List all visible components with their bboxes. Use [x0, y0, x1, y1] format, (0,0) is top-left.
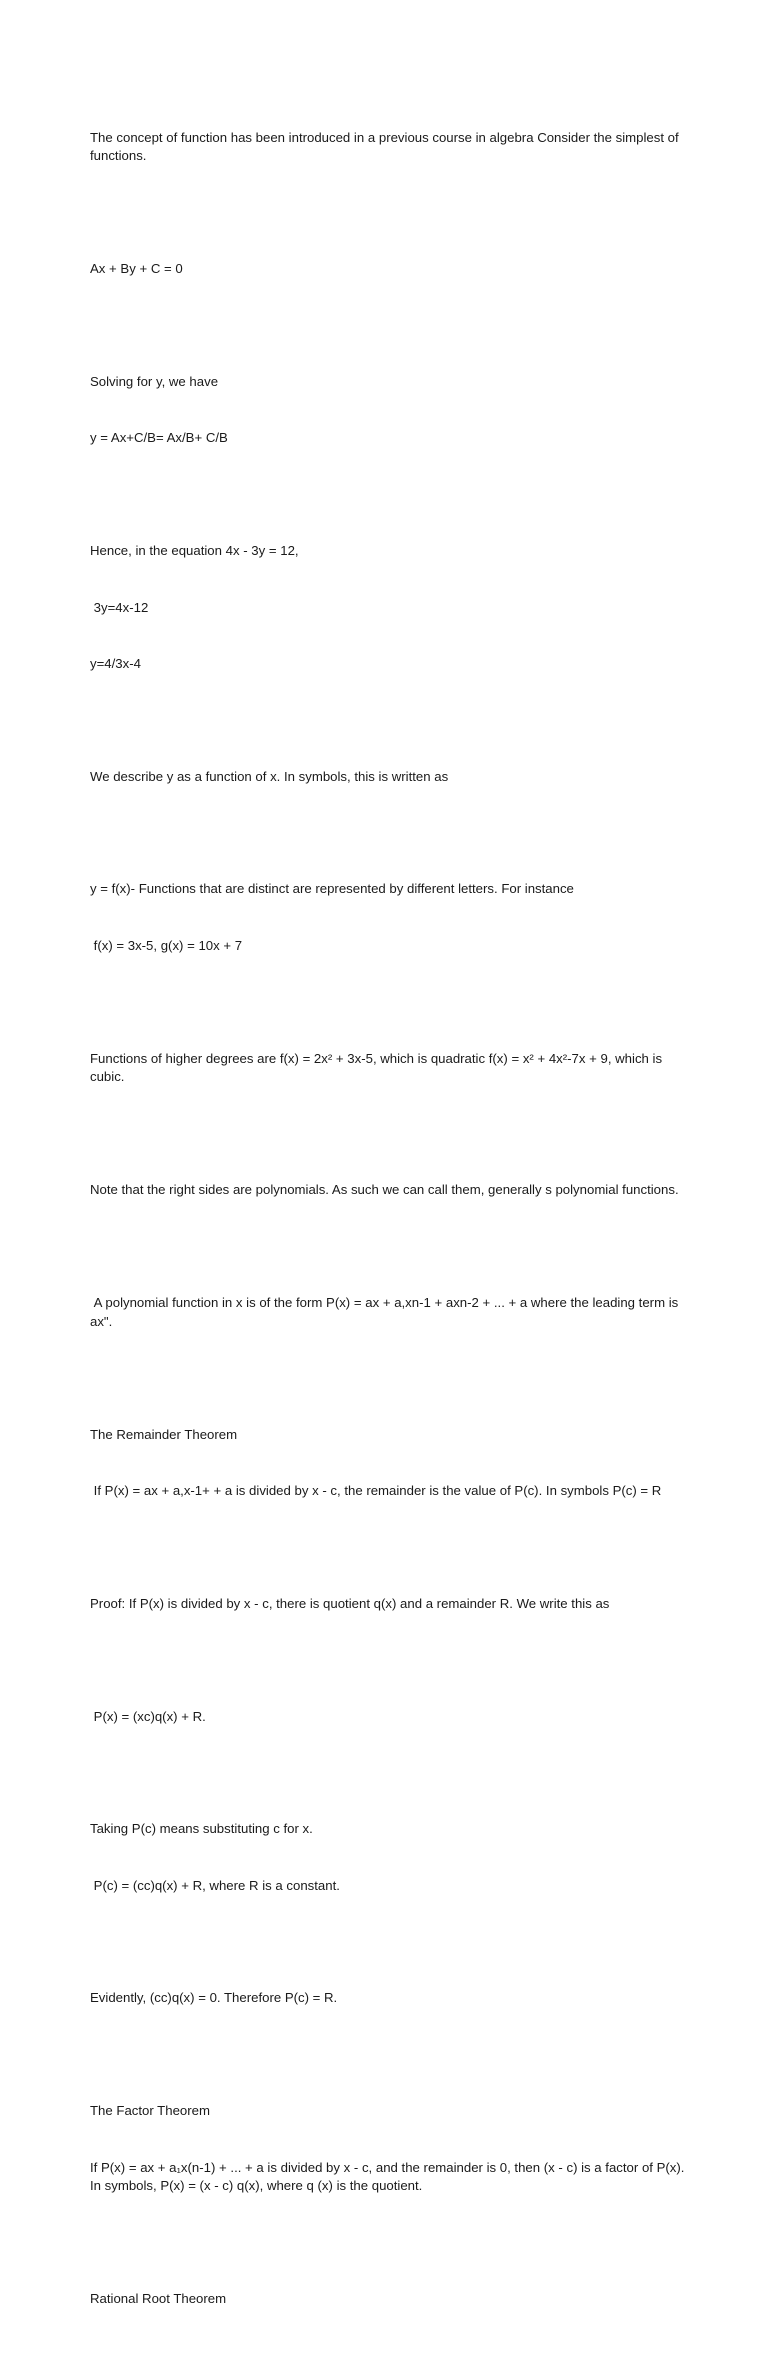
text-line: y=4/3x-4	[90, 655, 141, 671]
paragraph	[90, 1144, 690, 1238]
paragraph	[90, 2253, 690, 2347]
paragraph	[90, 730, 690, 824]
text-line: Proof: If P(x) is divided by x - c, there is quotient q(x) and a remainder R. We write this as	[90, 1595, 610, 1611]
paragraph	[90, 2065, 690, 2234]
text-line: If P(x) = ax + a,x-1+ + a is divided by x - c, the remainder is the value of P(c). In symbols P(c) = R	[90, 1482, 662, 1498]
text-line: y = Ax+C/B= Ax/B+ C/B	[90, 430, 228, 446]
paragraph	[90, 223, 690, 317]
text-line: Taking P(c) means substituting c for x.	[90, 1821, 313, 1837]
paragraph	[90, 1670, 690, 1764]
text-line: f(x) = 3x-5, g(x) = 10x + 7	[90, 937, 243, 953]
section-heading: The Factor Theorem	[90, 2103, 210, 2119]
text-line: The concept of function has been introduced in a previous course in algebra Consider the simplest of functions.	[90, 129, 683, 164]
text-line: Evidently, (cc)q(x) = 0. Therefore P(c) = R.	[90, 1990, 338, 2006]
text-line: P(x) = (xc)q(x) + R.	[90, 1708, 206, 1724]
section-heading: Rational Root Theorem	[90, 2291, 227, 2307]
text-line: Note that the right sides are polynomials. As such we can call them, generally s polynomial functions.	[90, 1182, 679, 1198]
text-line: A polynomial function in x is of the form P(x) = ax + a,xn-1 + axn-2 + ... + a where the leading term is ax".	[90, 1295, 682, 1329]
text-line: Solving for y, we have	[90, 373, 219, 389]
section-heading: The Remainder Theorem	[90, 1426, 238, 1442]
text-line: Hence, in the equation 4x - 3y = 12,	[90, 543, 299, 559]
text-line: Functions of higher degrees are f(x) = 2x² + 3x-5, which is quadratic f(x) = x² + 4x²-7x + 9, which is cubic.	[90, 1050, 666, 1085]
document-body	[90, 91, 690, 2365]
text-line: 3y=4x-12	[90, 599, 149, 615]
paragraph	[90, 335, 690, 485]
paragraph	[90, 1557, 690, 1651]
text-line: y = f(x)- Functions that are distinct are represented by different letters. For instance	[90, 881, 574, 897]
text-line: If P(x) = ax + a₁x(n-1) + ... + a is divided by x - c, and the remainder is 0, then (x - c) is a factor of P(x). In symbols, P(x) = (x - c) q(x), where q (x) is the quotient.	[90, 2159, 689, 2194]
text-line: P(c) = (cc)q(x) + R, where R is a constant.	[90, 1877, 340, 1893]
text-line: We describe y as a function of x. In symbols, this is written as	[90, 768, 449, 784]
text-line: Ax + By + C = 0	[90, 261, 183, 277]
paragraph	[90, 505, 690, 712]
paragraph	[90, 91, 690, 204]
paragraph	[90, 1256, 690, 1369]
paragraph	[90, 1388, 690, 1538]
paragraph	[90, 843, 690, 993]
paragraph	[90, 1783, 690, 1933]
paragraph	[90, 1952, 690, 2046]
paragraph	[90, 1012, 690, 1125]
